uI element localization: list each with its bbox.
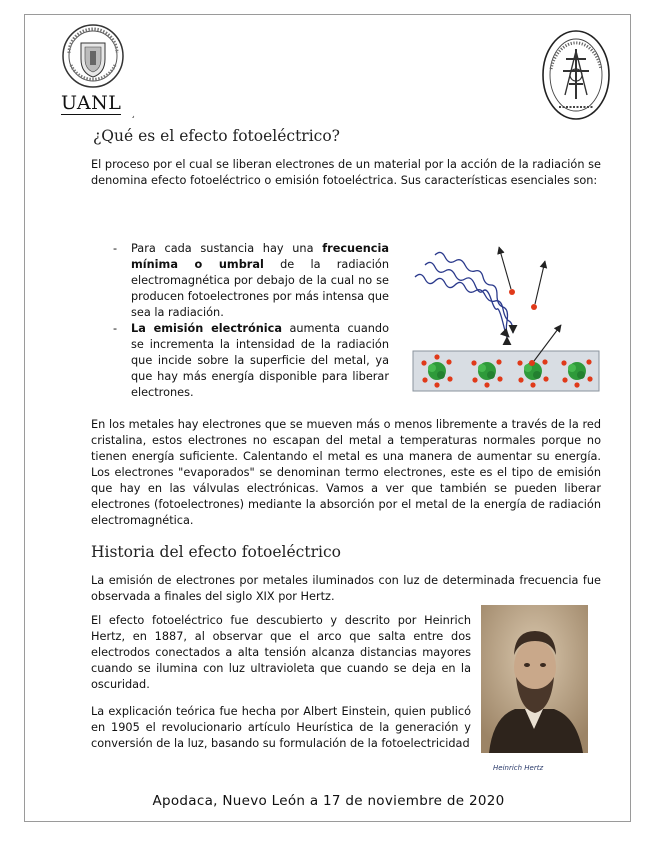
list-item xyxy=(113,321,389,401)
university-seal-icon xyxy=(61,23,125,89)
bullet-dash: - xyxy=(113,242,118,255)
document-page xyxy=(24,14,631,822)
intro-paragraph: El proceso por el cual se liberan electrones de un material por la acción de la radiación se denomina efecto fotoeléctrico o emisión fotoeléctrica. Sus características esenciales son: xyxy=(91,158,601,187)
history-paragraph-2: El efecto fotoeléctrico fue descubierto y descrito por Heinrich Hertz, en 1887, al observar que el arco que salta entre dos electrodos conectados a alta tensión alcanza distancias mayores cuando se ilumina con luz ultravioleta que cuando se deja en la oscuridad. xyxy=(91,614,471,691)
list-item xyxy=(113,241,389,321)
faculty-seal-icon xyxy=(541,29,611,121)
portrait-caption: Heinrich Hertz xyxy=(493,764,544,772)
bullet-text: de la radiación electromagnética por debajo de la cual no se producen fotoelectrones por más intensa que sea la radiación. xyxy=(131,258,389,319)
footer-date: Apodaca, Nuevo León a 17 de noviembre de 2020 xyxy=(152,793,505,809)
body-paragraph: En los metales hay electrones que se mueven más o menos libremente a través de la red cristalina, estos electrones no escapan del metal a temperaturas normales porque no tienen energía suficiente. Calentando el metal es una manera de aumentar su energía. Los electrones "evaporados" se denominan termo electrones, este es el tipo de emisión que hay en las válvulas electrónicas. Vamos a ver que también se pueden liberar electrones (fotoelectrones) mediante la absorción por el metal de la energía de radiación electromagnética. xyxy=(91,418,601,527)
history-paragraph-1: La emisión de electrones por metales iluminados con luz de determinada frecuencia fue observada a finales del siglo XIX por Hertz. xyxy=(91,574,601,603)
bullet-text: aumenta cuando se incrementa la intensidad de la radiación que incide sobre la superficie del metal, ya que hay más energía disponible para liberar electrones. xyxy=(131,322,389,399)
section-title-photoelectric: ¿Qué es el efecto fotoeléctrico? xyxy=(93,127,340,145)
uanl-wordmark: UANL xyxy=(61,92,122,114)
ejected-electrons xyxy=(499,247,561,366)
heinrich-hertz-portrait xyxy=(481,605,588,753)
section-title-history: Historia del efecto fotoeléctrico xyxy=(91,543,341,561)
uanl-mark: ¸ xyxy=(131,109,136,119)
bullet-dash: - xyxy=(113,322,118,335)
bullet-bold-text: frecuencia mínima o umbral xyxy=(131,242,389,271)
history-paragraph-3: La explicación teórica fue hecha por Albert Einstein, quien publicó en 1905 el revolucionario artículo Heurística de la generación y conversión de la luz, basando su formulación de la fotoelectricidad xyxy=(91,705,471,750)
photoelectric-diagram xyxy=(405,225,605,400)
photon-waves xyxy=(415,252,513,337)
bullet-text: Para cada sustancia hay una xyxy=(131,242,323,255)
characteristics-list xyxy=(113,241,389,401)
bullet-bold-text: La emisión electrónica xyxy=(131,322,282,335)
